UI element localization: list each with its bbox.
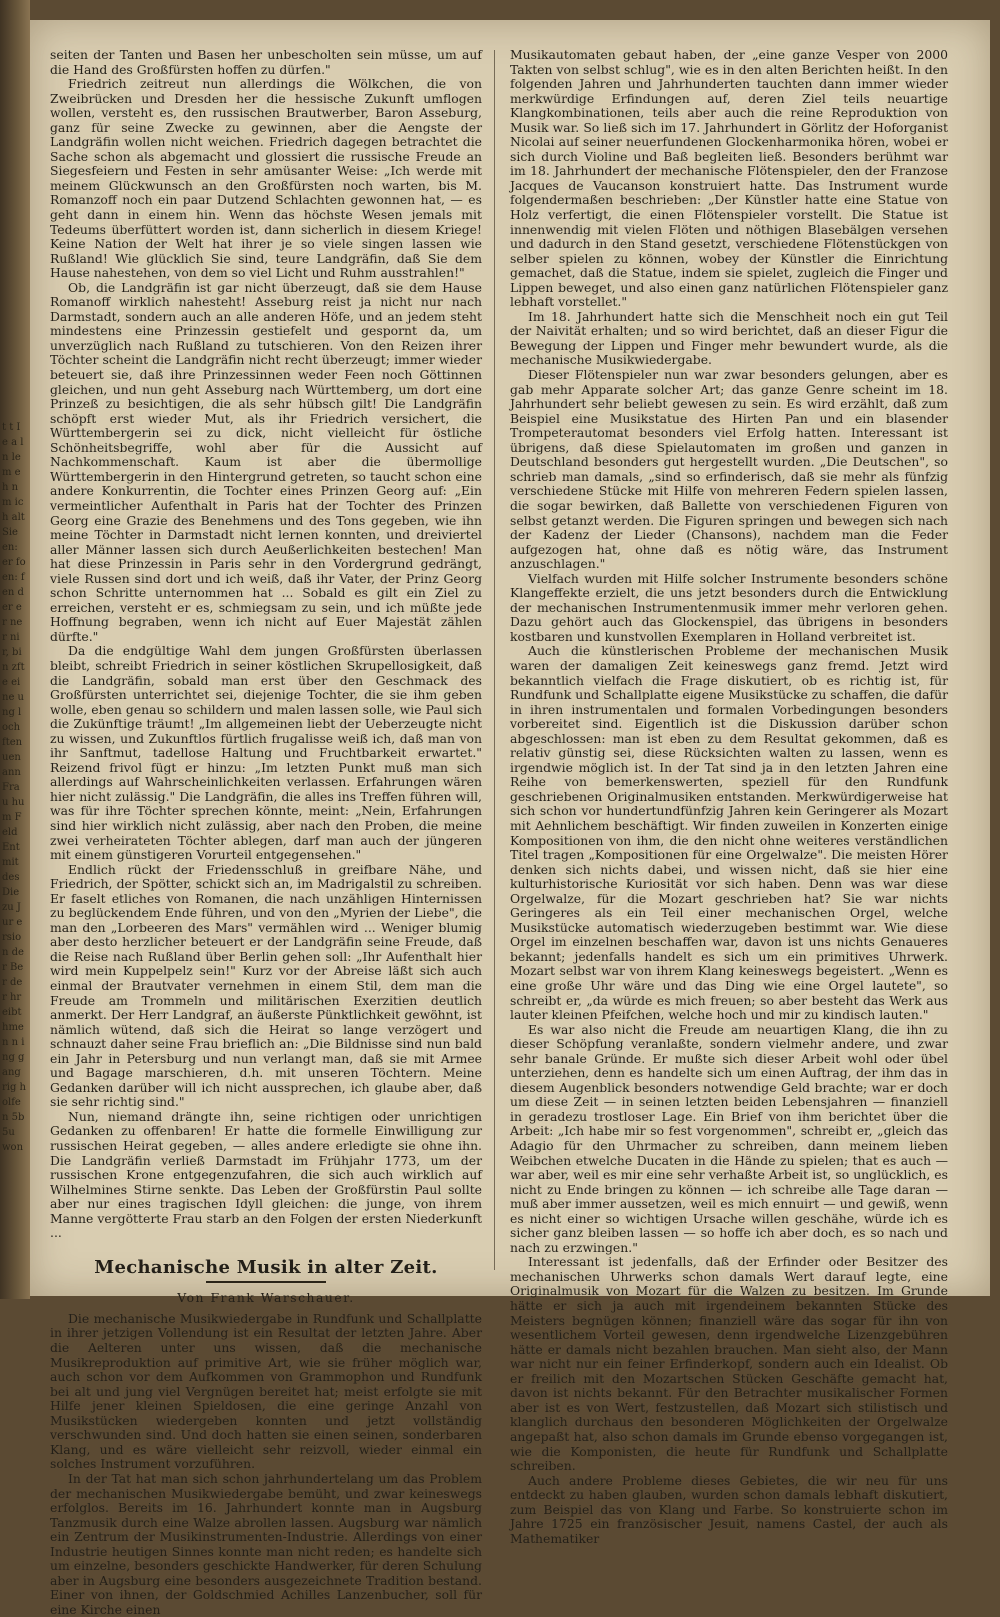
right-paragraph-1: Musikautomaten gebaut haben, der „eine ganze Vesper von 2000 Takten von selbst schlug", wie es in den alten Berichten heißt. In den folgenden Jahren und Jahrhunderten tauchten dann immer wieder merkwürdige Erfindungen auf, deren Ziel teils neuartige Klangkombinationen, teils aber auch die reine Reproduktion von Musik war. So ließ sich im 17. Jahrhundert in Görlitz der Hoforganist Nicolai auf seiner neuerfundenen Glockenharmonika hören, wobei er sich durch Violine und Baß begleiten ließ. Besonders berühmt war im 18. Jahrhundert der mechanische Flötenspieler, den der Franzose Jacques de Vaucanson konstruiert hatte. Das Instrument wurde folgendermaßen beschrieben: „Der Künstler hatte eine Statue von Holz verfertigt, die einen Flötenspieler vorstellt. Die Statue ist innenwendig mit vielen Flöten und nöthigen Blasebälgen versehen und dadurch in den Stand gesetzt, verschiedene Flötenstückgen von selber spielen zu können, wobey der Künstler die Einrichtung gemachet, daß die Statue, indem sie spielet, zugleich die Finger und Lippen beweget, und also einen ganz natürlichen Flötenspieler ganz lebhaft vorstellet." (510, 47, 948, 310)
right-paragraph-6: Es war also nicht die Freude am neuartigen Klang, die ihn zu dieser Schöpfung veranlaßte, sondern vielmehr andere, und zwar sehr banale Gründe. Er mußte sich dieser Arbeit wohl oder übel unterziehen, denn es handelte sich um einen Auftrag, der ihm das in diesem Augenblick besonders notwendige Geld brachte; war er doch um diese Zeit — in seinen letzten beiden Lebensjahren — finanziell in geradezu trostloser Lage. Ein Brief von ihm berichtet über die Arbeit: „Ich habe mir so fest vorgenommen", schreibt er, „gleich das Adagio für den Uhrmacher zu schreiben, dann meinem lieben Weibchen etwelche Ducaten in die Hände zu spielen; that es auch — war aber, weil es mir eine sehr verhaßte Arbeit ist, so unglücklich, es nicht zu Ende bringen zu können — ich schreibe alle Tage daran — muß aber immer aussetzen, weil es mich ennuirt — und gewiß, wenn es nicht einer so wichtigen Ursache willen geschähe, würde ich es sicher ganz bleiben lassen — so hoffe ich aber doch, es so nach und nach zu erzwingen." (510, 1021, 948, 1255)
article-title: Mechanische Musik in alter Zeit. (94, 1256, 438, 1278)
left-column (50, 47, 482, 1617)
page-gutter (0, 0, 30, 1299)
right-paragraph-4: Vielfach wurden mit Hilfe solcher Instrumente besonders schöne Klangeffekte erzielt, die uns jetzt besonders durch die Entwicklung der mechanischen Instrumentenmusik immer mehr verloren gehen. Dazu gehört auch das Glockenspiel, das übrigens in besonders kostbaren und kunstvollen Exemplaren in Holland verbreitet ist. (510, 570, 948, 644)
right-paragraph-8: Auch andere Probleme dieses Gebietes, die wir neu für uns entdeckt zu haben glauben, wurden schon damals lebhaft diskutiert, zum Beispiel das von Klang und Farbe. So konstruierte schon im Jahre 1725 ein französischer Jesuit, namens Castel, der auch als Mathematiker (510, 1472, 948, 1546)
title-underline (206, 1281, 326, 1283)
left-paragraph-6: Nun, niemand drängte ihn, seine richtigen oder unrichtigen Gedanken zu offenbaren! Er hatte die formelle Einwilligung zur russischen Heirat gegeben, — alles andere erledigte sie ohne ihn. Die Landgräfin verließ Darmstadt im Frühjahr 1773, um der russischen Krone entgegenzufahren, die sich auch wirklich auf Wilhelmines Stirne senkte. Das Leben der Großfürstin Paul sollte aber nur eines tragischen Idyll gleichen: die junge, von ihrem Manne vergötterte Frau starb an den Folgen der ersten Niederkunft ... (50, 1108, 482, 1241)
right-paragraph-7: Interessant ist jedenfalls, daß der Erfinder oder Besitzer des mechanischen Uhrwerks schon damals Wert darauf legte, eine Originalmusik von Mozart für die Walzen zu besitzen. Im Grunde hätte er sich ja auch mit irgendeinem bekannten Stücke des Meisters begnügen können; finanziell wäre das sogar für ihn von wesentlichem Vorteil gewesen, denn irgendwelche Lizenzgebühren hätte er damals nicht bezahlen brauchen. Man sieht also, der Mann war nicht nur ein feiner Erfinderkopf, sondern auch ein Idealist. Ob er freilich mit den Mozartschen Stücken Geschäfte gemacht hat, davon ist nichts bekannt. Für den Betrachter musikalischer Formen aber ist es von Wert, festzustellen, daß Mozart sich stilistisch und klanglich durchaus den besonderen Möglichkeiten der Orgelwalze angepaßt hat, also schon damals im Grunde ebenso vorgegangen ist, wie die Komponisten, die heute für Rundfunk und Schallplatte schreiben. (510, 1254, 948, 1474)
right-paragraph-2: Im 18. Jahrhundert hatte sich die Menschheit noch ein gut Teil der Naivität erhalten; und so wird berichtet, daß an dieser Figur die Bewegung der Lippen und Finger mehr bewundert wurde, als die mechanische Musikwiedergabe. (510, 308, 948, 368)
left-paragraph-5: Endlich rückt der Friedensschluß in greifbare Nähe, und Friedrich, der Spötter, schickt sich an, im Madrigalstil zu schreiben. Er faselt etliches von Romanen, die nach unzähligen Hinternissen zu beglückendem Ende führen, und von den „Myrien der Liebe", die man den „Lorbeeren des Mars" vermählen wird ... Weniger blumig aber desto herzlicher beteuert er der Landgräfin seine Freude, daß die Reise nach Rußland über Berlin gehen soll: „Ihr Aufenthalt hier wird mein Kuppelpelz sein!" Kurz vor der Abreise läßt sich auch einmal der Brautvater vernehmen in einem Stil, dem man die Freude am Trommeln und militärischen Exerzitien deutlich anmerkt. Der Herr Landgraf, an äußerste Pünktlichkeit gewöhnt, ist nämlich wütend, daß sich die Heirat so lange verzögert und schnauzt daher seine Frau brieflich an: „Die Bildnisse sind nun bald ein Jahr in Petersburg und nun verlangt man, daß sie mit Armee und Bagage marschieren, d.h. mit unseren Töchtern. Meine Gedanken darüber will ich nicht aussprechen, ich glaube aber, daß sie sehr richtig sind." (50, 861, 482, 1110)
column-divider (494, 50, 495, 1270)
right-paragraph-5: Auch die künstlerischen Probleme der mechanischen Musik waren der damaligen Zeit keineswegs ganz fremd. Jetzt wird bekanntlich vielfach die Frage diskutiert, ob es richtig ist, für Rundfunk und Schallplatte eigene Musikstücke zu schaffen, die dafür in ihren instrumentalen und formalen Vorbedingungen besonders vorbereitet sind. Eigentlich ist die Diskussion darüber schon abgeschlossen: man ist eben zu dem Resultat gekommen, daß es relativ günstig sei, diese Rücksichten walten zu lassen, wenn es irgendwie möglich ist. In der Tat sind ja in den letzten Jahren eine Reihe von bemerkenswerten, speziell für den Rundfunk geschriebenen Originalmusiken entstanden. Merkwürdigerweise hat sich schon vor hundertundfünfzig Jahren kein Geringerer als Mozart mit Aehnlichem beschäftigt. Wir finden zuweilen in Konzerten einige Kompositionen von ihm, die den nicht ohne weiteres verständlichen Titel tragen „Kompositionen für eine Orgelwalze". Die meisten Hörer denken sich nichts dabei, und wissen nicht, daß sie hier eine kulturhistorische Kuriosität vor sich haben. Denn was war diese Orgelwalze, für die Mozart geschrieben hat? Sie war nichts Geringeres als ein Teil einer mechanischen Orgel, welche Musikstücke automatisch wiederzugeben bestimmt war. Wie diese Orgel im einzelnen beschaffen war, davon ist uns nichts Genaueres bekannt; jedenfalls handelt es sich um ein primitives Uhrwerk. Mozart selbst war von ihrem Klang keineswegs begeistert. „Wenn es eine große Uhr wäre und das Ding wie eine Orgel lautete", so schreibt er, „da würde es mich freuen; so aber besteht das Werk aus lauter kleinen Pfeifchen, welche hoch und mir zu kindisch lauten." (510, 643, 948, 1023)
right-paragraph-3: Dieser Flötenspieler nun war zwar besonders gelungen, aber es gab mehr Apparate solcher Art; das ganze Genre scheint im 18. Jahrhundert sehr beliebt gewesen zu sein. Es wird erzählt, daß zum Beispiel eine Musikstatue des Hirten Pan und ein blasender Trompeterautomat besonders viel Erfolg hatten. Interessant ist übrigens, daß diese Spielautomaten im großen und ganzen in Deutschland besonders gut hergestellt wurden. „Die Deutschen", so schrieb man damals, „sind so erfinderisch, daß sie mehr als fünfzig verschiedene Stücke mit Hilfe von mehreren Federn spielen lassen, die sogar bewirken, daß Ballette von verschiedenen Figuren von selbst getanzt werden. Die Figuren springen und bewegen sich nach der Kadenz der Lieder (Chansons), nachdem man die Feder aufgezogen hat, ohne daß es nötig wäre, das Instrument anzuschlagen." (510, 367, 948, 572)
left-paragraph-2: Friedrich zeitreut nun allerdings die Wölkchen, die von Zweibrücken und Dresden her die hessische Zukunft umflogen wollen, versteht es, den russischen Brautwerber, Baron Asseburg, ganz für seine Zwecke zu gewinnen, aber die Aengste der Landgräfin wollen nicht weichen. Friedrich dagegen betrachtet die Sache schon als abgemacht und glossiert die russische Freude an Siegesfeiern und Festen in sehr amüsanter Weise: „Ich werde mit meinem Glückwunsch an den Großfürsten noch warten, bis M. Romanzoff noch ein paar Dutzend Schlachten gewonnen hat, — es geht dann in einem hin. Wenn das höchste Wesen jemals mit Tedeums überfüttert worden ist, dann sicherlich in diesem Kriege! Keine Nation der Welt hat ihrer je so viele singen lassen wie Rußland! Wie glücklich Sie sind, teure Landgräfin, daß Sie dem Hause nahestehen, von dem so viel Licht und Ruhm ausstrahlen!" (50, 76, 482, 281)
right-column (510, 47, 948, 1546)
newspaper-page (30, 20, 990, 1617)
left-paragraph-4: Da die endgültige Wahl dem jungen Großfürsten überlassen bleibt, schreibt Friedrich in seiner köstlichen Skrupellosigkeit, daß die Landgräfin, sobald man erst über den Geschmack des Großfürsten unterrichtet sei, diejenige Tochter, die sie ihm geben wolle, eben genau so schildern und malen lassen solle, wie Paul sich die Zukünftige träumt! „Im allgemeinen liebt der Ueberzeugte nicht zu wissen, und Zukunftlos fürtlich frugalisse weiß ich, daß man von ihr Sanftmut, tadellose Haltung und Fruchtbarkeit erwartet." Reizend frivol fügt er hinzu: „Im letzten Punkt muß man sich allerdings auf Wahrscheinlichkeiten verlassen. Erfahrungen wären hier nicht zulässig." Die Landgräfin, die alles ins Treffen führen will, was für ihre Töchter sprechen könnte, meint: „Nein, Erfahrungen sind hier wirklich nicht zulässig, aber nach den Proben, die meine zwei verheirateten Töchter ablegen, darf man auch der jüngeren mit einem günstigeren Vorurteil entgegensehen." (50, 643, 482, 863)
article-paragraph-2: In der Tat hat man sich schon jahrhundertelang um das Problem der mechanischen Musikwiedergabe bemüht, und zwar keineswegs erfolglos. Bereits im 16. Jahrhundert konnte man in Augsburg Tanzmusik durch eine Walze abrollen lassen. Augsburg war nämlich ein Zentrum der Musikinstrumenten-Industrie. Allerdings von einer Industrie heutigen Sinnes konnte man nicht reden; es handelte sich um einzelne, besonders geschickte Handwerker, für deren Schulung aber in Augsburg eine besonders ausgezeichnete Tradition bestand. Einer von ihnen, der Goldschmied Achilles Lanzenbucher, soll für eine Kirche einen (50, 1470, 482, 1617)
gutter-text-fragments: t t I e a l n le m eh n m ich alt Sie en: er fo en: fen der er ner nir, bin zfte eine ung loch ften uen ann Frau hum Feld Ent mit des Die zu Jur ersion der Ber der hreibt hmen n ing gang rig holfen 5b 5u won (2, 422, 26, 1153)
article-byline: Von Frank Warschauer. (177, 1290, 355, 1306)
left-paragraph-3: Ob, die Landgräfin ist gar nicht überzeugt, daß sie dem Hause Romanoff wirklich nahesteht! Asseburg reist ja nicht nur nach Darmstadt, sondern auch an alle anderen Höfe, und an jedem steht mindestens eine Prinzessin gestiefelt und gespornt da, um unverzüglich nach Rußland zu tutschieren. Von den Reizen ihrer Töchter scheint die Landgräfin nicht recht überzeugt; immer wieder beteuert sie, daß ihre Prinzessinnen weder Feen noch Göttinnen gleichen, und nun geht Asseburg nach Württemberg, um dort eine Prinzeß zu besichtigen, die als sehr hübsch gilt! Die Landgräfin schöpft erst wieder Mut, als ihr Friedrich versichert, die Württembergerin sei zu dick, nicht vielleicht für östliche Schönheitsbegriffe, wohl aber für die Aussicht auf Nachkommenschaft. Kaum ist aber die übermollige Württembergerin in den Hintergrund getreten, so taucht schon eine andere Konkurrentin, die Tochter eines Prinzen Georg auf: „Ein vermeintlicher Aufenthalt in Paris hat der Tochter des Prinzen Georg eine Grazie des Benehmens und des Tons gegeben, wie ihn meine Töchter in Darmstadt nicht lernen konnten, und dreiviertel aller Männer lassen sich durch Aeußerlichkeiten bestechen! Man hat diese Prinzessin in Paris sehr in den Vordergrund gedrängt, viele Russen sind dort und ich weiß, daß ihr Vater, der Prinz Georg schon Schritte unternommen hat ... Sobald es gilt ein Ziel zu erreichen, versteht er es, schmiegsam zu sein, und ich müßte jede Hoffnung begraben, wenn ich nicht auf Euer Majestät zählen dürfte." (50, 279, 482, 644)
left-paragraph-1: seiten der Tanten und Basen her unbescholten sein müsse, um auf die Hand des Großfürsten hoffen zu dürfen." (50, 47, 482, 77)
article-paragraph-1: Die mechanische Musikwiedergabe in Rundfunk und Schallplatte in ihrer jetzigen Vollendung ist ein Resultat der letzten Jahre. Aber die Aelteren unter uns wissen, daß die mechanische Musikreproduktion auf primitive Art, wie sie früher möglich war, auch schon vor dem Aufkommen von Grammophon und Rundfunk bei alt und jung viel Vergnügen bereitet hat; meist erfolgte sie mit Hilfe jener kleinen Spieldosen, die eine geringe Anzahl von Musikstücken wiedergeben konnten und jetzt vollständig verschwunden sind. Und doch hatten sie einen seinen, sonderbaren Klang, und es wäre vielleicht sehr reizvoll, wieder einmal ein solches Instrument vorzuführen. (50, 1310, 482, 1472)
